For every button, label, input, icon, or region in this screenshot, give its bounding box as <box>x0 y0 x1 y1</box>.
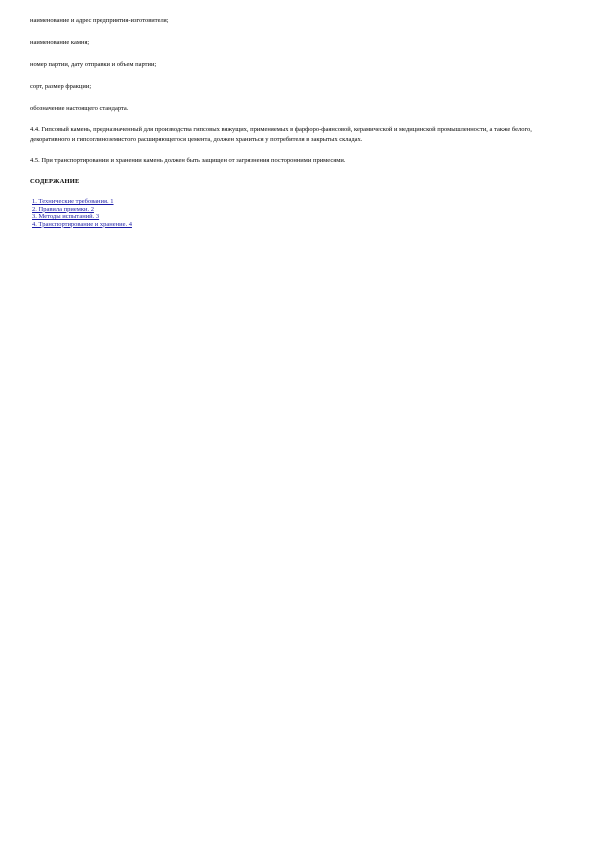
toc-link-transport-storage[interactable]: 4. Транспортирование и хранение. 4 <box>32 220 132 228</box>
list-line-batch: номер партии, дату отправки и объем партии; <box>30 61 157 68</box>
section-4-5-paragraph: 4.5. При транспортировании и хранении камень должен быть защищен от загрязнения посторонними примесями. <box>30 157 346 164</box>
contents-heading: СОДЕРЖАНИЕ <box>30 178 80 185</box>
document-page <box>30 16 570 228</box>
table-of-contents <box>30 198 570 228</box>
toc-link-test-methods[interactable]: 3. Методы испытаний. 3 <box>32 213 100 220</box>
toc-link-acceptance-rules[interactable]: 2. Правила приемки. 2 <box>32 205 94 213</box>
toc-item <box>32 221 570 229</box>
list-line-stone-name: наименование камня; <box>30 39 90 46</box>
toc-item <box>32 206 570 214</box>
toc-link-technical-requirements[interactable]: 1. Технические требования. 1 <box>32 198 114 205</box>
toc-item <box>32 213 570 221</box>
section-4-4-paragraph: 4.4. Гипсовый камень, предназначенный для производства гипсовых вяжущих, применяемых в фарфоро-фаянсовой, керамической и медицинской промышленности, а также белого, декоративного и гипсоглиноземистого расширяющегося цемента, должен храниться у потребителя в закрытых складах. <box>30 126 532 143</box>
list-line-grade: сорт, размер фракции; <box>30 83 92 90</box>
toc-item <box>32 198 570 206</box>
list-line-standard: обозначение настоящего стандарта. <box>30 105 129 112</box>
list-line-manufacturer: наименование и адрес предприятия-изготовителя; <box>30 17 169 24</box>
